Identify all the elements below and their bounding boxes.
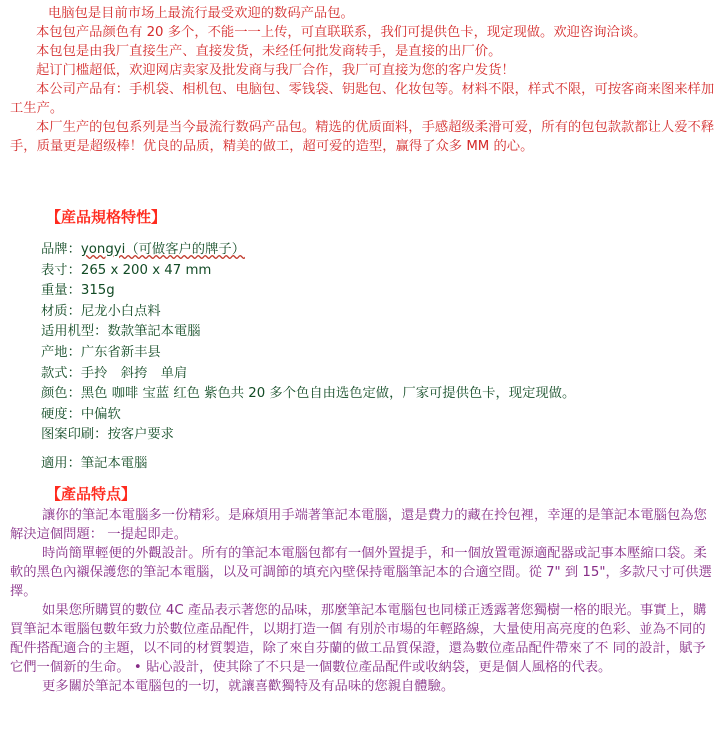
spec-value: 黑色 咖啡 宝蓝 红色 紫色共 20 多个色自由选色定做，厂家可提供色卡，现定现做。 bbox=[80, 386, 576, 402]
intro-paragraph: 电脑包是目前市场上最流行最受欢迎的数码产品包。 bbox=[48, 6, 354, 21]
spec-value: 按客户要求 bbox=[107, 427, 174, 443]
spec-row-weight bbox=[41, 281, 717, 302]
intro-paragraph: 本厂生产的包包系列是当今最流行数码产品包。精选的优质面料，手感超级柔滑可爱，所有的包包款款都让人爱不释手，质量更是超级棒！优良的品质，精美的做工，超可爱的造型，赢得了众多 MM 的心。 bbox=[10, 120, 715, 154]
spec-row-brand bbox=[41, 240, 717, 261]
spec-label: 产地： bbox=[41, 344, 81, 360]
spec-label: 颜色： bbox=[41, 386, 81, 402]
spec-label: 适用机型： bbox=[41, 324, 108, 340]
spec-heading: 【産品規格特性】 bbox=[46, 208, 167, 226]
feature-paragraph: 如果您所購買的數位 4C 產品表示著您的品味，那麼筆記本電腦包也同樣正透露著您獨樹一格的眼光。事實上，購買筆記本電腦包數年致力於數位產品配件，以期打造一個 有別於市場的年輕路線，大量使用高亮度的色彩、並為不同的配件搭配適合的主題，以不同的材質製造，除了來自芬蘭的做工品質保證，還為數位產品配件帶來了不 同的設計，賦予它們一個新的生命。 • 貼心設計，使其除了不只是一個數位產品配件或收納袋，更是個人風格的代表。 bbox=[10, 603, 707, 675]
spec-label: 硬度： bbox=[41, 406, 81, 422]
feature-paragraph: 讓你的筆記本電腦多一份精彩。是麻煩用手端著筆記本電腦，還是費力的藏在拎包裡，幸運的是筆記本電腦包為您解決這個問題： 一提起即走。 bbox=[10, 508, 707, 542]
feature-section bbox=[10, 506, 716, 696]
spec-value: 尼龙小白点料 bbox=[80, 303, 161, 319]
spec-value: 数款筆記本電腦 bbox=[107, 324, 201, 340]
spec-value: yongyi（可做客户的牌子） bbox=[80, 242, 245, 257]
spec-label: 图案印刷： bbox=[41, 427, 108, 443]
feature-heading: 【產品特点】 bbox=[46, 485, 137, 503]
intro-paragraph: 起订门槛超低，欢迎网店卖家及批发商与我厂合作，我厂可直接为您的客户发货！ bbox=[36, 63, 515, 78]
intro-paragraph: 本公司产品有：手机袋、相机包、电脑包、零钱袋、钥匙包、化妆包等。材料不限，样式不限，可按客商来图来样加工生产。 bbox=[10, 82, 715, 116]
spec-row-compatible bbox=[41, 322, 717, 343]
spec-row-usage bbox=[41, 454, 717, 475]
spec-row-style bbox=[41, 364, 717, 385]
spec-label: 重量： bbox=[41, 283, 81, 299]
intro-paragraph: 本包包产品颜色有 20 多个，不能一一上传，可直联联系，我们可提供色卡，现定现做。欢迎咨询洽谈。 bbox=[36, 25, 647, 40]
spec-row-size bbox=[41, 261, 717, 282]
spec-row-color bbox=[41, 384, 717, 405]
spec-list bbox=[41, 240, 717, 475]
spec-label: 材质： bbox=[41, 303, 81, 319]
spec-label: 表寸： bbox=[41, 262, 81, 278]
feature-paragraph: 更多關於筆記本電腦包的一切，就讓喜歡獨特及有品味的您親自體驗。 bbox=[42, 679, 455, 694]
spec-row-hardness bbox=[41, 405, 717, 426]
spec-row-material bbox=[41, 302, 717, 323]
spec-row-origin bbox=[41, 343, 717, 364]
intro-paragraph: 本包包是由我厂直接生产、直接发货，未经任何批发商转手，是直接的出厂价。 bbox=[36, 44, 502, 59]
spec-value: 筆記本電腦 bbox=[80, 455, 148, 471]
feature-paragraph: 時尚簡單輕便的外觀設計。所有的筆記本電腦包都有一個外置提手，和一個放置電源適配器或記事本壓縮口袋。柔軟的黑色內襯保護您的筆記本電腦，以及可調節的填充內壁保持電腦筆記本的合適空間。從 7" 到 15"，多款尺寸可供選擇。 bbox=[10, 546, 712, 599]
spec-value: 广东省新丰县 bbox=[80, 344, 161, 360]
spec-value: 265 x 200 x 47 mm bbox=[80, 262, 212, 278]
spec-value: 中偏软 bbox=[80, 406, 121, 422]
spec-label: 適用： bbox=[41, 455, 81, 471]
spec-value: 手拎 斜挎 单肩 bbox=[80, 365, 188, 381]
spec-spacer bbox=[41, 446, 717, 454]
intro-section bbox=[10, 4, 716, 156]
spec-label: 品牌： bbox=[41, 242, 81, 257]
spec-label: 款式： bbox=[41, 365, 81, 381]
spec-value: 315g bbox=[80, 283, 115, 299]
spec-row-printing bbox=[41, 425, 717, 446]
